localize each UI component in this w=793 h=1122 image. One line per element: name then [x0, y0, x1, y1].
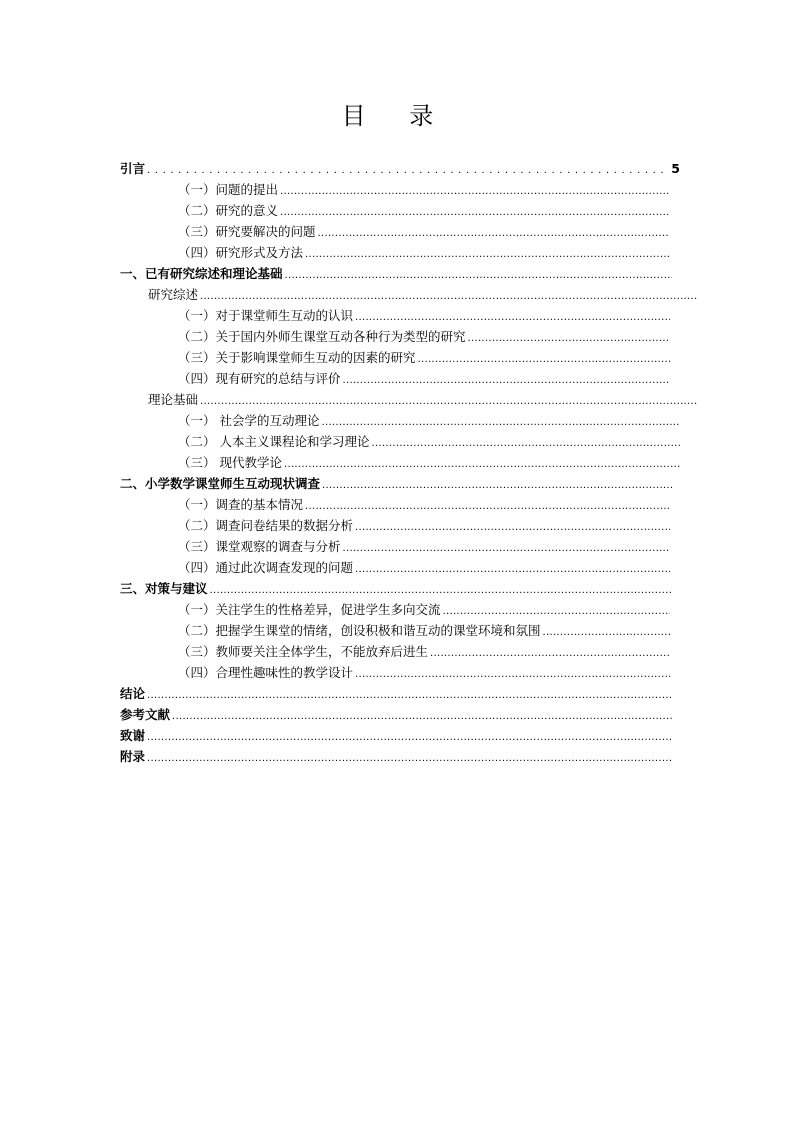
- toc-entry-chapter[interactable]: [120, 263, 672, 284]
- dot-leader: [305, 496, 670, 517]
- toc-entry[interactable]: [120, 410, 680, 431]
- toc-page-number: 5: [671, 161, 680, 176]
- toc-entry[interactable]: [120, 179, 670, 200]
- dot-leader: [321, 412, 680, 433]
- dot-leader: [430, 643, 670, 664]
- dot-leader: [147, 685, 672, 706]
- toc-entry-label: （四）现有研究的总结与评价: [178, 371, 341, 386]
- toc-entry-label: 二、小学数学课堂师生互动现状调查: [120, 476, 321, 491]
- toc-entry-label: 附录: [120, 749, 146, 764]
- toc-entry[interactable]: [120, 620, 670, 641]
- toc-entry-label: （三）教师要关注全体学生，不能放弃后进生: [178, 644, 429, 659]
- toc-entry-label: 引言: [120, 161, 146, 176]
- toc-entry-section[interactable]: [120, 284, 698, 305]
- toc-entry-label: （二）把握学生课堂的情绪，创设积极和谐互动的课堂环境和氛围: [178, 623, 541, 638]
- toc-entry[interactable]: [120, 536, 670, 557]
- toc-entry[interactable]: [120, 662, 670, 683]
- toc-entry[interactable]: [120, 431, 680, 452]
- dot-leader: [355, 664, 670, 685]
- toc-entry-label: （一）问题的提出: [178, 182, 279, 197]
- toc-entry[interactable]: [120, 599, 670, 620]
- toc-entry[interactable]: [120, 452, 680, 473]
- toc-entry-appendix[interactable]: [120, 746, 672, 767]
- toc-entry-label: （三）研究要解决的问题: [178, 224, 316, 239]
- dot-leader: [147, 748, 672, 769]
- dot-leader: [318, 223, 670, 244]
- toc-entry-chapter[interactable]: [120, 473, 672, 494]
- dot-leader: [280, 181, 670, 202]
- toc-entry[interactable]: [120, 242, 670, 263]
- toc-entry[interactable]: [120, 221, 670, 242]
- toc-entry-acknowledgements[interactable]: [120, 725, 672, 746]
- toc-entry-label: 参考文献: [120, 707, 171, 722]
- dot-leader: [543, 622, 670, 643]
- dot-leader: [468, 328, 670, 349]
- toc-entry-label: （一）关注学生的性格差异，促进学生多向交流: [178, 602, 441, 617]
- toc-entry[interactable]: [120, 305, 670, 326]
- toc-entry-label: （四）研究形式及方法: [178, 245, 304, 260]
- toc-entry-section[interactable]: [120, 389, 698, 410]
- toc-entry-label: 一、已有研究综述和理论基础: [120, 266, 283, 281]
- dot-leader: [305, 244, 670, 265]
- dot-leader: [200, 286, 698, 307]
- toc-entry[interactable]: [120, 494, 670, 515]
- dot-leader: [200, 391, 698, 412]
- dot-leader: [443, 601, 670, 622]
- toc-entry-references[interactable]: [120, 704, 672, 725]
- dot-leader: [355, 559, 670, 580]
- toc-entry-label: 结论: [120, 686, 146, 701]
- toc-entry[interactable]: [120, 557, 670, 578]
- toc-entry-label: （四）合理性趣味性的教学设计: [178, 665, 354, 680]
- toc-entry-label: （三）关于影响课堂师生互动的因素的研究: [178, 350, 416, 365]
- page-title: 目 录: [341, 102, 452, 130]
- toc-entry[interactable]: [120, 368, 670, 389]
- toc-entry-intro[interactable]: [120, 158, 680, 179]
- toc-entry-label: （二）调查问卷结果的数据分析: [178, 518, 354, 533]
- dot-leader: [371, 433, 680, 454]
- dot-leader: [147, 727, 672, 748]
- toc-entry-label: （二）研究的意义: [178, 203, 279, 218]
- dot-leader: [418, 349, 670, 370]
- dot-leader: [284, 454, 680, 475]
- toc-entry-label: 理论基础: [148, 392, 199, 407]
- toc-entry-label: （一）对于课堂师生互动的认识: [178, 308, 354, 323]
- toc-entry[interactable]: [120, 641, 670, 662]
- toc-entry[interactable]: [120, 200, 670, 221]
- toc-entry-label: 研究综述: [148, 287, 199, 302]
- dot-leader: [147, 160, 667, 181]
- toc-entry-label: （一）调查的基本情况: [178, 497, 304, 512]
- dot-leader: [285, 265, 672, 286]
- toc-entry-label: （四）通过此次调查发现的问题: [178, 560, 354, 575]
- dot-leader: [343, 370, 670, 391]
- toc-entry-label: （三） 现代教学论: [178, 455, 282, 470]
- table-of-contents: [120, 158, 680, 767]
- toc-entry[interactable]: [120, 515, 670, 536]
- toc-entry[interactable]: [120, 326, 670, 347]
- dot-leader: [172, 706, 672, 727]
- toc-entry[interactable]: [120, 347, 670, 368]
- dot-leader: [210, 580, 672, 601]
- dot-leader: [355, 307, 670, 328]
- toc-entry-label: （三）课堂观察的调查与分析: [178, 539, 341, 554]
- toc-entry-label: （二） 人本主义课程论和学习理论: [178, 434, 370, 449]
- toc-entry-label: （一） 社会学的互动理论: [178, 413, 320, 428]
- toc-entry-label: 三、对策与建议: [120, 581, 208, 596]
- dot-leader: [355, 517, 670, 538]
- toc-entry-conclusion[interactable]: [120, 683, 672, 704]
- toc-entry-chapter[interactable]: [120, 578, 672, 599]
- dot-leader: [280, 202, 670, 223]
- dot-leader: [343, 538, 670, 559]
- toc-entry-label: 致谢: [120, 728, 146, 743]
- toc-entry-label: （二）关于国内外师生课堂互动各种行为类型的研究: [178, 329, 466, 344]
- dot-leader: [322, 475, 672, 496]
